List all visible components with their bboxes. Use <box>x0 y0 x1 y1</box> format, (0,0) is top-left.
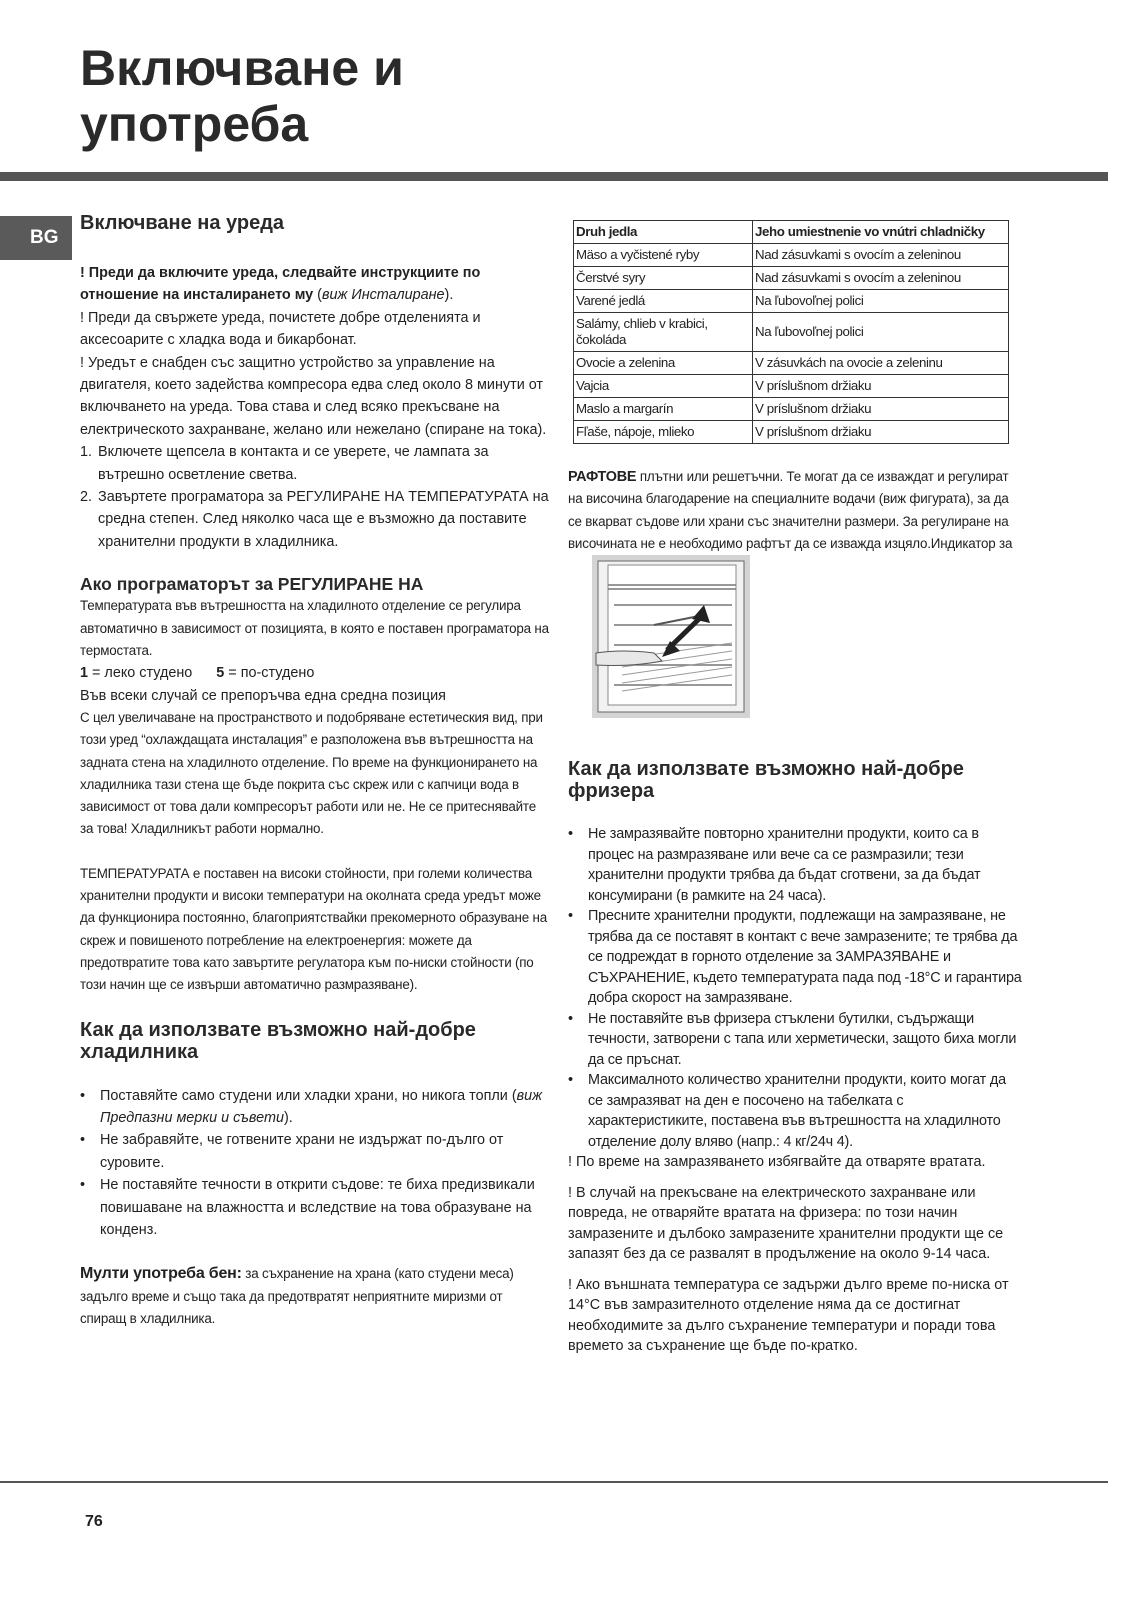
table-header-cell: Druh jedla <box>574 221 753 244</box>
footer-rule <box>0 1481 1108 1483</box>
language-tab: BG <box>0 216 72 260</box>
title-line-1: Включване и <box>80 40 404 96</box>
list-item: • Пресните хранителни продукти, подлежащи на замразяване, не трябва да се поставят в контакт с вече замразените; те трябва да се подреждат в горното отделение за ЗАМРАЗЯВАНЕ и СЪХРАНЕНИЕ, където температурата пада под -18°С и гарантира добра скорост на замразяване. <box>568 906 1024 1009</box>
heading-thermostat: Ако програматорът за РЕГУЛИРАНЕ НА <box>80 574 424 595</box>
page-number: 76 <box>85 1513 103 1530</box>
list-item: • Не поставяйте във фризера стъклени бутилки, съдържащи течности, затворени с тапа или херметически, защото биха могли да се пръснат. <box>568 1009 1024 1071</box>
shelf-adjustment-illustration <box>592 555 750 718</box>
freezer-note-2: ! В случай на прекъсване на електрическото захранване или повреда, не отваряйте вратата на фризера: по този начин замразените и дълбоко замразените хранителни продукти ще се запазят без да се развалят в продължение на около 9-14 часа. <box>568 1184 1004 1263</box>
warning-motor-protection: ! Уредът е снабден със защитно устройство за управление на двигателя, което задейства компресора едва след около 8 минути от включването на уреда. Това става и след всяко прекъсване на електрическото захранване, желано или нежелано (спиране на тока). <box>80 354 547 438</box>
list-item: • Не замразявайте повторно хранителни продукти, които са в процес на размразяване или вече са се размразили; тези хранителни продукти трябва да бъдат сготвени, за да бъдат консумирани (в рамките на 24 часа). <box>568 824 1024 906</box>
fridge-tips <box>80 1085 552 1242</box>
list-item: • Не поставяйте течности в открити съдове: те биха предизвикали повишаване на влажността и вследствие на това образуване на конденз. <box>80 1174 552 1241</box>
table-row: Vajcia V príslušnom držiaku <box>574 375 1009 398</box>
table-row: Fľaše, nápoje, mlieko V príslušnom držiaku <box>574 421 1009 444</box>
table-row: Čerstvé syry Nad zásuvkami s ovocím a zeleninou <box>574 267 1009 290</box>
freezer-tips <box>568 824 1024 1152</box>
heading-switch-on: Включване на уреда <box>80 212 285 234</box>
freezer-note-1: ! По време на замразяването избягвайте да отваряте вратата. <box>568 1154 986 1171</box>
recommendation-text: Във всеки случай се препоръчва една средна позиция <box>80 687 446 704</box>
step-item: 2. Завъртете програматора за РЕГУЛИРАНЕ НА ТЕМПЕРАТУРАТА на средна степен. След няколко часа ще е възможно да поставите хранителни продукти в хладилника. <box>80 489 549 550</box>
shelf-illustration-svg <box>592 555 750 718</box>
table-header-cell: Jeho umiestnenie vo vnútri chladničky <box>753 221 1009 244</box>
heading-best-use-fridge: Как да използвате възможно най-добре хладилника <box>80 1018 476 1063</box>
header-rule <box>0 172 1108 181</box>
cooling-wall-text: С цел увеличаване на пространството и подобряване естетическия вид, при този уред “охлаждащата инсталация” е разположена във вътрешността на задната стена на хладилното отделение. По време на функционирането на хладилника тази стена ще бъде покрита със скреж или с капчици вода в зависимост от това дали компресорът работи или не. Не се притеснявайте за това! Хладилникът работи нормално. <box>80 709 543 837</box>
heading-best-use-freezer: Как да използвате възможно най-добре фризера <box>568 758 964 803</box>
thermostat-text: Температурата във вътрешността на хладилното отделение се регулира автоматично в зависимост от позицията, в която е поставен програматора на термостата. <box>80 598 549 658</box>
table-row: Ovocie a zelenina V zásuvkách na ovocie a zeleninu <box>574 352 1009 375</box>
right-column <box>568 212 1024 1357</box>
page-title <box>80 40 404 152</box>
warning-installation: ! Преди да включите уреда, следвайте инструкциите по отношение на инсталирането му (виж Инсталиране). <box>80 265 481 304</box>
list-item: • Поставяйте само студени или хладки храни, но никога топли (виж Предпазни мерки и съвети). <box>80 1085 552 1130</box>
list-item: • Не забравяйте, че готвените храни не издържат по-дълго от суровите. <box>80 1129 552 1174</box>
multi-use-bin-text: Мулти употреба бен: за съхранение на храна (като студени меса) задълго време и също така да предотвратят неприятните миризми от спиращ в хладилника. <box>80 1265 514 1326</box>
table-header-row <box>574 221 1009 244</box>
temperature-text: ТЕМПЕРАТУРАТА е поставен на високи стойности, при големи количества хранителни продукти и високи температури на околната среда уредът може да функционира постоянно, благоприятствайки прекомерното образуване на скреж и повишеното потребление на електроенергия: можете да предотвратите това като завъртите регулатора към по-ниски стойности (по този начин ще се извърши автоматично размразяване). <box>80 865 547 993</box>
table-row: Maslo a margarín V príslušnom držiaku <box>574 398 1009 421</box>
thermostat-scale: 1 = леко студено 5 = по-студено <box>80 665 315 682</box>
table-row: Varené jedlá Na ľubovoľnej polici <box>574 290 1009 313</box>
step-item: 1. Включете щепсела в контакта и се уверете, че лампата за вътрешно осветление светва. <box>80 444 489 483</box>
shelves-text: РАФТОВЕ плътни или решетъчни. Те могат да се изваждат и регулират на височина благодарение на специалните водачи (виж фигурата), за да се вкарват съдове или храни със значителни размери. За регулиране на височината не е необходимо рафтът да се изважда изцяло.Индикатор за <box>568 469 1013 551</box>
list-item: • Максималното количество хранителни продукти, които могат да се замразяват на ден е посочено на табелката с характеристиките, поставена във вътрешността на хладилното отделение долу вляво (напр.: 4 кг/24ч 4). <box>568 1070 1024 1152</box>
warning-cleaning: ! Преди да свържете уреда, почистете добре отделенията и аксесоарите с хладка вода и бикарбонат. <box>80 309 481 349</box>
title-line-2: употреба <box>80 96 309 152</box>
left-column <box>80 212 552 1330</box>
table-row: Salámy, chlieb v krabici, čokoláda Na ľubovoľnej polici <box>574 313 1009 352</box>
table-row: Mäso a vyčistené ryby Nad zásuvkami s ovocím a zeleninou <box>574 244 1009 267</box>
switch-on-steps <box>80 441 552 553</box>
freezer-note-3: ! Ако външната температура се задържи дълго време по-ниска от 14°С във замразителното отделение няма да се достигнат необходимите за дълго съхранение температури и поради това времето за съхранение ще бъде по-кратко. <box>568 1276 1009 1355</box>
food-placement-table <box>573 220 1009 444</box>
